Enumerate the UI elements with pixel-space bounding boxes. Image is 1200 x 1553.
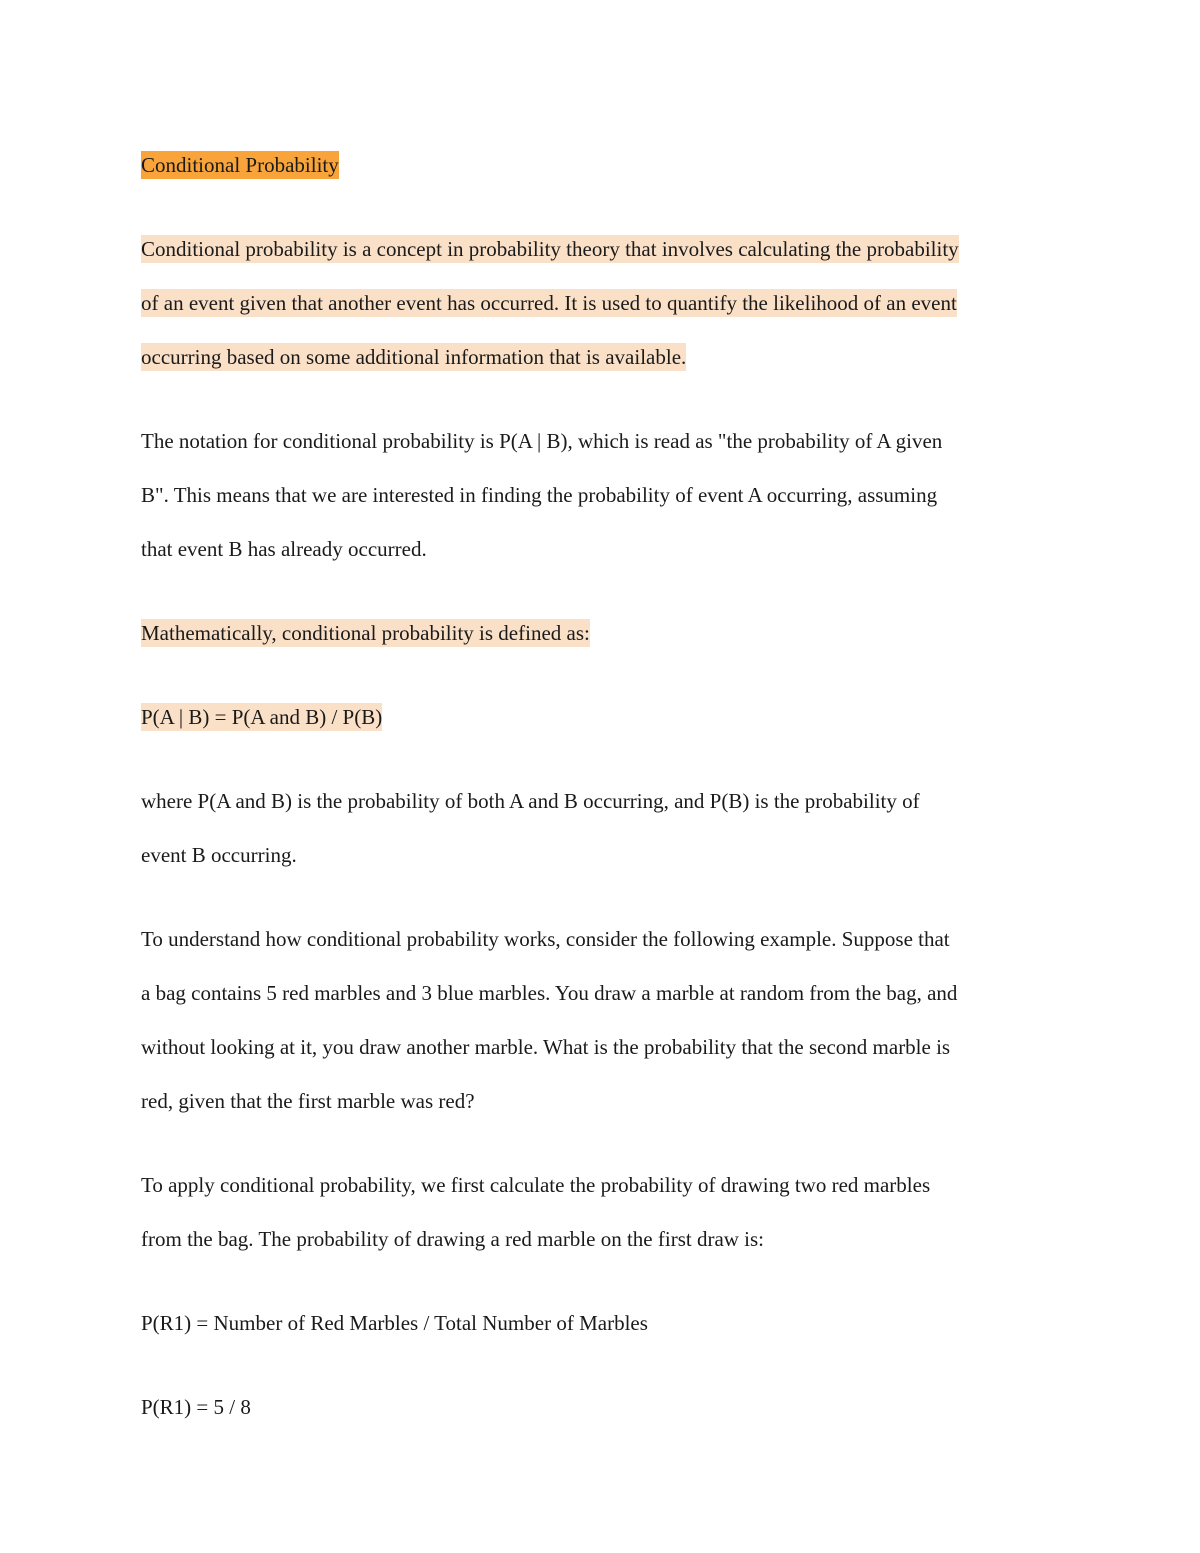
paragraph-notation bbox=[141, 414, 1061, 576]
formula-line: P(R1) = 5 / 8 bbox=[141, 1395, 251, 1419]
paragraph-line: Mathematically, conditional probability is defined as: bbox=[141, 621, 590, 645]
paragraph-line: without looking at it, you draw another marble. What is the probability that the second marble is bbox=[141, 1035, 951, 1059]
formula-pr1-definition bbox=[141, 1296, 1061, 1350]
formula-conditional bbox=[141, 690, 1061, 744]
paragraph-line: event B occurring. bbox=[141, 843, 297, 867]
paragraph-line: Conditional probability is a concept in probability theory that involves calculating the probability bbox=[141, 237, 959, 261]
formula-pr1-value bbox=[141, 1380, 1061, 1434]
formula-line: P(A | B) = P(A and B) / P(B) bbox=[141, 705, 383, 729]
paragraph-example bbox=[141, 912, 1061, 1128]
paragraph-line: from the bag. The probability of drawing a red marble on the first draw is: bbox=[141, 1227, 765, 1251]
paragraph-line: To understand how conditional probability works, consider the following example. Suppose that bbox=[141, 927, 950, 951]
document-title bbox=[141, 138, 1061, 192]
paragraph-definition bbox=[141, 222, 1061, 384]
paragraph-line: B". This means that we are interested in finding the probability of event A occurring, assuming bbox=[141, 483, 938, 507]
paragraph-line: The notation for conditional probability is P(A | B), which is read as "the probability of A given bbox=[141, 429, 943, 453]
paragraph-where bbox=[141, 774, 1061, 882]
paragraph-mathematically bbox=[141, 606, 1061, 660]
title-text: Conditional Probability bbox=[141, 153, 339, 177]
paragraph-line: of an event given that another event has occurred. It is used to quantify the likelihood of an event bbox=[141, 291, 957, 315]
document-body bbox=[141, 138, 1061, 1464]
paragraph-line: where P(A and B) is the probability of both A and B occurring, and P(B) is the probability of bbox=[141, 789, 920, 813]
paragraph-line: a bag contains 5 red marbles and 3 blue marbles. You draw a marble at random from the bag, and bbox=[141, 981, 958, 1005]
paragraph-line: red, given that the first marble was red? bbox=[141, 1089, 475, 1113]
paragraph-line: occurring based on some additional information that is available. bbox=[141, 345, 687, 369]
formula-line: P(R1) = Number of Red Marbles / Total Number of Marbles bbox=[141, 1311, 648, 1335]
paragraph-apply bbox=[141, 1158, 1061, 1266]
paragraph-line: To apply conditional probability, we first calculate the probability of drawing two red marbles bbox=[141, 1173, 931, 1197]
paragraph-line: that event B has already occurred. bbox=[141, 537, 427, 561]
